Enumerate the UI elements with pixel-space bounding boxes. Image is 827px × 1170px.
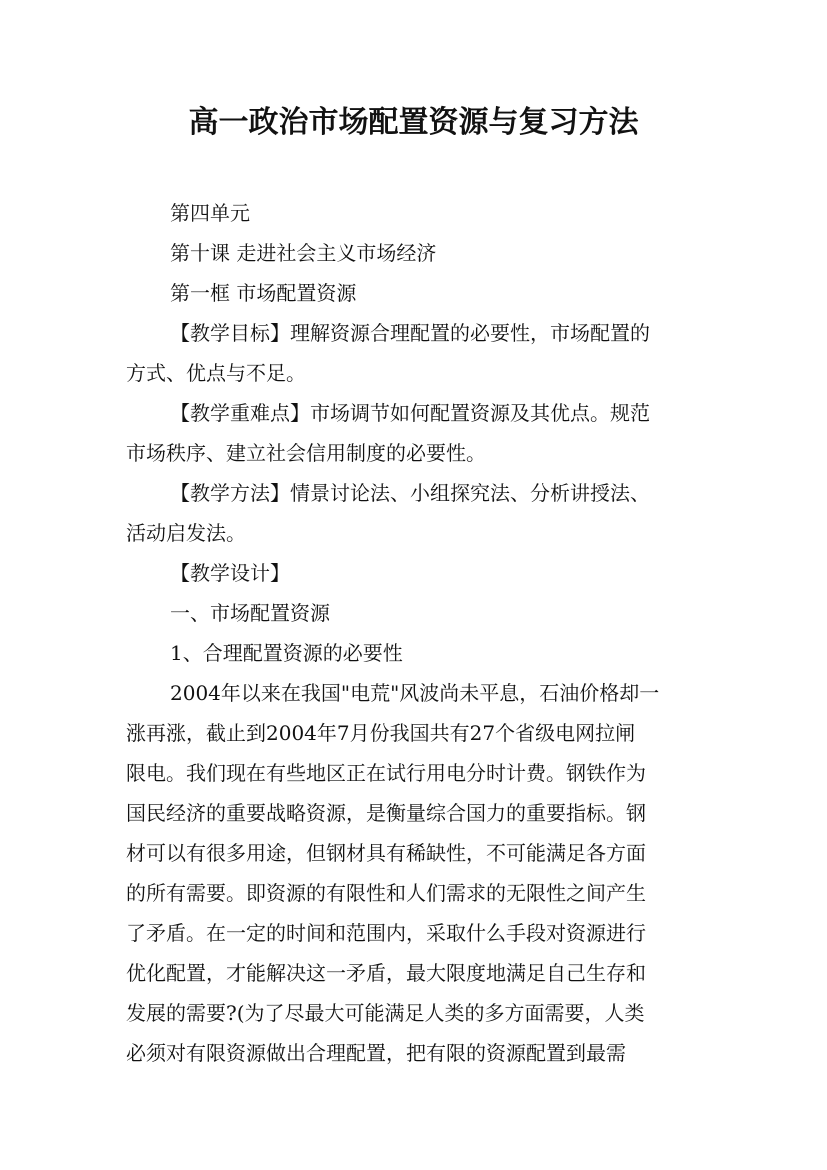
subsection-heading: 1、合理配置资源的必要性 <box>170 641 403 665</box>
section-heading: 第一框 市场配置资源 <box>170 281 357 305</box>
paragraph-line: 2004年以来在我国"电荒"风波尚未平息，石油价格却一 <box>170 681 660 705</box>
teaching-design-heading: 【教学设计】 <box>170 561 290 585</box>
teaching-method-line: 活动启发法。 <box>126 521 246 545</box>
paragraph-line: 了矛盾。在一定的时间和范围内，采取什么手段对资源进行 <box>126 921 646 945</box>
paragraph-line: 材可以有很多用途，但钢材具有稀缺性，不可能满足各方面 <box>126 841 646 865</box>
paragraph-line: 发展的需要?(为了尽最大可能满足人类的多方面需要，人类 <box>126 1001 645 1025</box>
paragraph-line: 国民经济的重要战略资源，是衡量综合国力的重要指标。钢 <box>126 801 646 825</box>
paragraph-line: 涨再涨，截止到2004年7月份我国共有27个省级电网拉闸 <box>126 721 636 745</box>
teaching-method-line: 【教学方法】情景讨论法、小组探究法、分析讲授法、 <box>170 481 650 505</box>
unit-heading: 第四单元 <box>170 201 250 225</box>
paragraph-line: 必须对有限资源做出合理配置，把有限的资源配置到最需 <box>126 1041 626 1065</box>
part-heading: 一、市场配置资源 <box>170 601 330 625</box>
paragraph-line: 限电。我们现在有些地区正在试行用电分时计费。钢铁作为 <box>126 761 646 785</box>
lesson-heading: 第十课 走进社会主义市场经济 <box>170 241 437 265</box>
teaching-goal-line: 【教学目标】理解资源合理配置的必要性，市场配置的 <box>170 321 650 345</box>
document-body <box>126 193 708 1073</box>
document-title: 高一政治市场配置资源与复习方法 <box>188 105 639 140</box>
teaching-key-points-line: 市场秩序、建立社会信用制度的必要性。 <box>126 441 486 465</box>
paragraph-line: 的所有需要。即资源的有限性和人们需求的无限性之间产生 <box>126 881 646 905</box>
paragraph-line: 优化配置，才能解决这一矛盾，最大限度地满足自己生存和 <box>126 961 646 985</box>
teaching-key-points-line: 【教学重难点】市场调节如何配置资源及其优点。规范 <box>170 401 650 425</box>
teaching-goal-line: 方式、优点与不足。 <box>126 361 306 385</box>
